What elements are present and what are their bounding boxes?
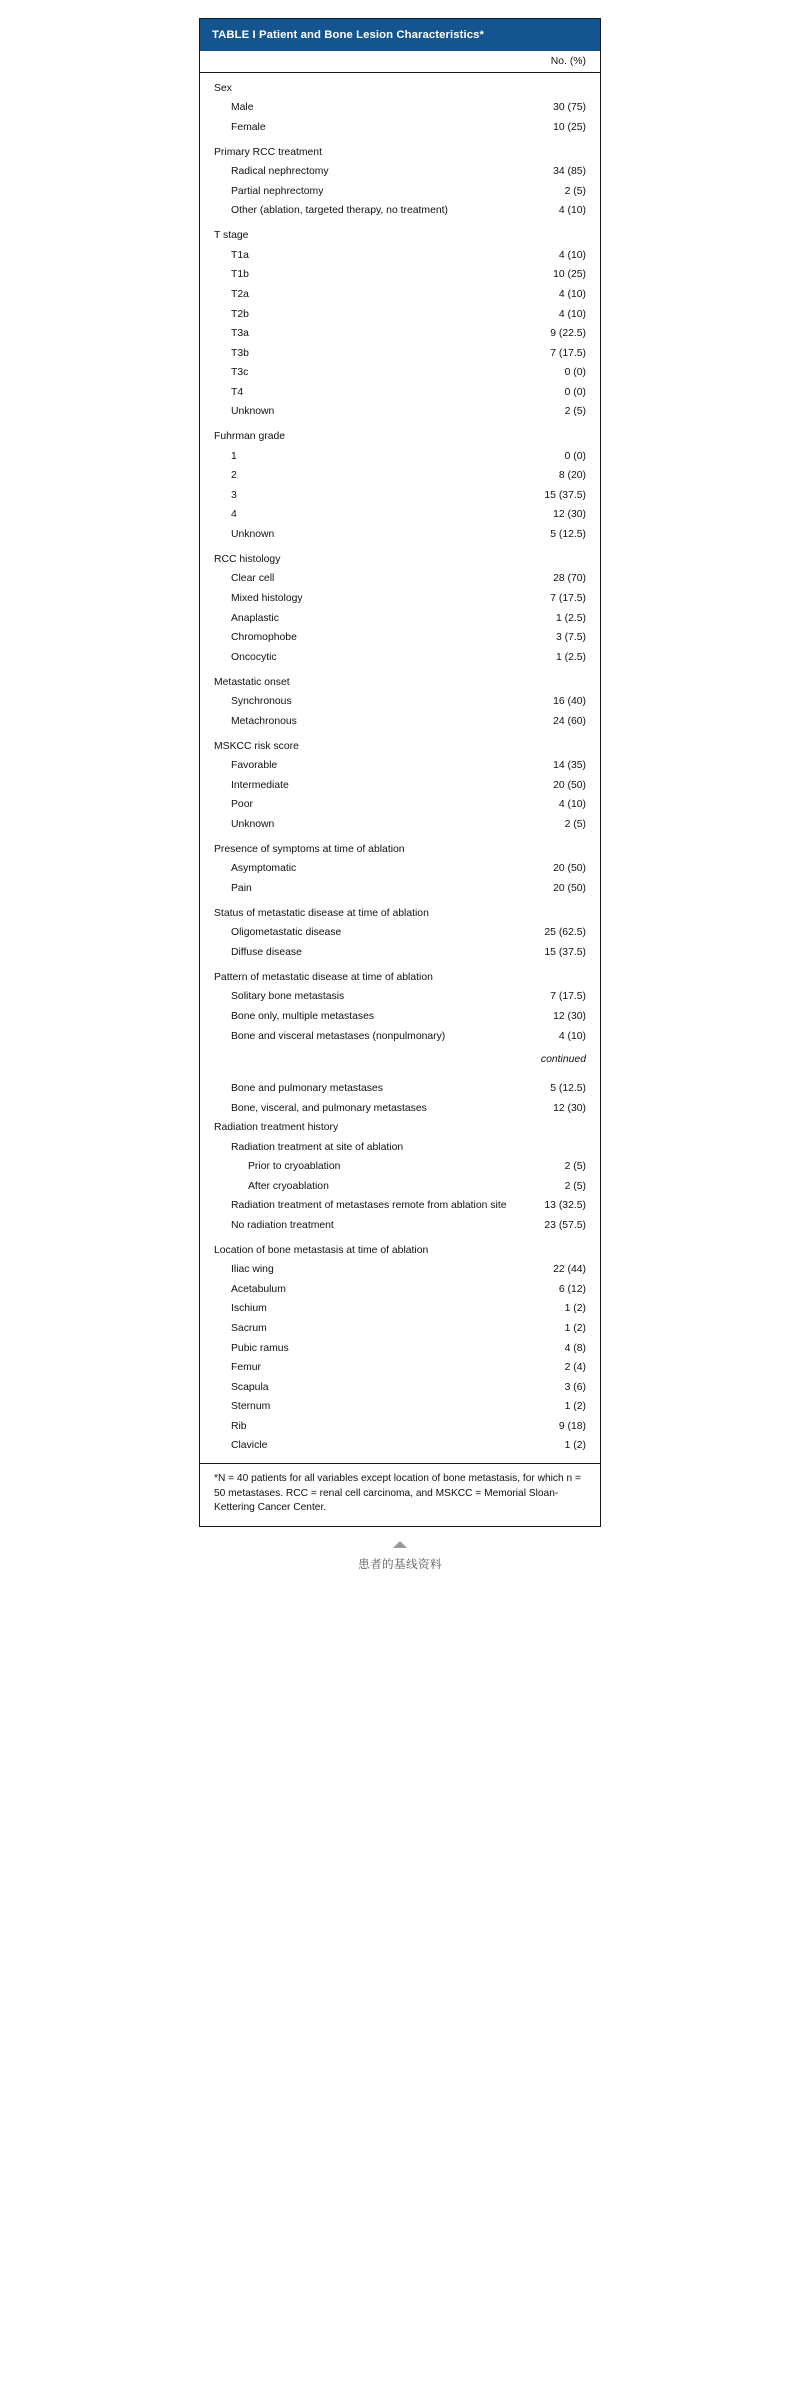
row-label: Radiation treatment history (214, 1122, 339, 1134)
row-value: 12 (30) (553, 509, 586, 521)
row-label: Ischium (231, 1303, 267, 1315)
row-label: T1a (231, 249, 249, 261)
row-label: Oligometastatic disease (231, 927, 342, 939)
row-label: Fuhrman grade (214, 431, 286, 443)
row-label: Intermediate (231, 779, 289, 791)
row-value: 2 (5) (564, 185, 586, 197)
table-row (200, 1261, 600, 1281)
row-label: T stage (214, 230, 249, 242)
row-label: T2a (231, 288, 249, 300)
table-row (200, 1378, 600, 1398)
table-row (200, 570, 600, 590)
row-value: 4 (10) (558, 205, 586, 217)
table-row (200, 609, 600, 629)
row-label: Scapula (231, 1381, 269, 1393)
row-value: 14 (35) (553, 760, 586, 772)
row-value: 1 (2.5) (555, 612, 586, 624)
table-row (200, 364, 600, 384)
row-value: 4 (10) (558, 288, 586, 300)
row-value: 9 (18) (558, 1420, 586, 1432)
row-label: Male (231, 102, 254, 114)
table-row (200, 1138, 600, 1158)
table-row (200, 648, 600, 668)
row-label: Unknown (231, 818, 275, 830)
row-value: 3 (6) (564, 1381, 586, 1393)
row-label: Solitary bone metastasis (231, 991, 345, 1003)
row-value: 20 (50) (553, 779, 586, 791)
row-value: 10 (25) (553, 269, 586, 281)
table-row (200, 1339, 600, 1359)
row-label: Femur (231, 1362, 262, 1374)
table-row (200, 1300, 600, 1320)
table-row (200, 324, 600, 344)
table-body-bottom (200, 1073, 600, 1463)
row-value: 2 (5) (564, 1180, 586, 1192)
row-label: Sex (214, 82, 232, 94)
row-value: 16 (40) (553, 696, 586, 708)
table-row (200, 815, 600, 835)
table-row (200, 1027, 600, 1047)
table-row (200, 221, 600, 246)
row-label: T1b (231, 269, 249, 281)
row-value: 15 (37.5) (544, 489, 586, 501)
row-value: 1 (2) (564, 1303, 586, 1315)
row-label: Partial nephrectomy (231, 185, 324, 197)
row-label: Clear cell (231, 573, 275, 585)
table-row (200, 118, 600, 138)
row-label: Metachronous (231, 715, 297, 727)
row-value: 0 (0) (564, 386, 586, 398)
row-value: 28 (70) (553, 573, 586, 585)
table-row (200, 202, 600, 222)
row-value: 2 (5) (564, 406, 586, 418)
row-label: T3a (231, 328, 249, 340)
table-row (200, 757, 600, 777)
row-value: 0 (0) (564, 367, 586, 379)
table-row (200, 963, 600, 988)
table-row (200, 344, 600, 364)
row-label: Radical nephrectomy (231, 166, 329, 178)
row-label: T3c (231, 367, 249, 379)
row-value: 7 (17.5) (550, 991, 586, 1003)
row-value: 2 (5) (564, 818, 586, 830)
row-label: Unknown (231, 406, 275, 418)
row-value: 1 (2) (564, 1440, 586, 1452)
row-value: 4 (8) (564, 1342, 586, 1354)
row-label: Pubic ramus (231, 1342, 289, 1354)
row-value: 20 (50) (553, 863, 586, 875)
table-row (200, 1177, 600, 1197)
row-label: Bone and pulmonary metastases (231, 1083, 383, 1095)
row-label: No radiation treatment (231, 1219, 334, 1231)
table-row (200, 182, 600, 202)
table-row (200, 246, 600, 266)
row-label: Radiation treatment at site of ablation (231, 1141, 404, 1153)
row-value: 22 (44) (553, 1264, 586, 1276)
table-row (200, 988, 600, 1008)
caret-up-icon (393, 1541, 407, 1548)
row-value: 8 (20) (558, 470, 586, 482)
table-row (200, 383, 600, 403)
row-label: Acetabulum (231, 1283, 286, 1295)
characteristics-table (199, 18, 601, 1527)
table-row (200, 1158, 600, 1178)
row-value: 7 (17.5) (550, 593, 586, 604)
table-row (200, 732, 600, 757)
row-label: Female (231, 121, 266, 133)
table-row (200, 629, 600, 649)
table-row (200, 1079, 600, 1099)
row-label: T2b (231, 308, 249, 320)
table-row (200, 163, 600, 183)
row-value: 2 (5) (564, 1161, 586, 1173)
row-value: 1 (2.5) (555, 651, 586, 663)
row-label: Sacrum (231, 1323, 267, 1335)
row-label: Oncocytic (231, 651, 277, 663)
table-row (200, 943, 600, 963)
row-label: 4 (231, 509, 237, 521)
row-label: Primary RCC treatment (214, 146, 322, 158)
table-row (200, 776, 600, 796)
row-value: 13 (32.5) (544, 1200, 586, 1212)
table-row (200, 79, 600, 99)
row-label: After cryoablation (248, 1180, 329, 1192)
row-label: Pattern of metastatic disease at time of ablation (214, 971, 433, 983)
row-value: 9 (22.5) (550, 328, 586, 340)
table-row (200, 1417, 600, 1437)
table-row (200, 899, 600, 924)
row-label: MSKCC risk score (214, 740, 299, 752)
row-label: Sternum (231, 1401, 271, 1413)
row-label: Bone and visceral metastases (nonpulmonary) (231, 1030, 446, 1042)
table-title: TABLE I Patient and Bone Lesion Characteristics* (200, 19, 600, 51)
table-row (200, 1197, 600, 1217)
row-value: 1 (2) (564, 1323, 586, 1335)
row-value: 23 (57.5) (544, 1219, 586, 1231)
table-row (200, 668, 600, 693)
table-row (200, 486, 600, 506)
table-row (200, 796, 600, 816)
table-row (200, 924, 600, 944)
table-row (200, 860, 600, 880)
table-row (200, 1119, 600, 1139)
row-value: 12 (30) (553, 1010, 586, 1022)
row-value: 25 (62.5) (544, 927, 586, 939)
row-label: Unknown (231, 528, 275, 540)
row-label: RCC histology (214, 553, 281, 565)
row-label: Clavicle (231, 1440, 268, 1452)
table-row (200, 1280, 600, 1300)
row-label: Radiation treatment of metastases remote from ablation site (231, 1200, 507, 1212)
table-row (200, 266, 600, 286)
row-value: 34 (85) (553, 166, 586, 178)
table-row (200, 422, 600, 447)
row-label: Presence of symptoms at time of ablation (214, 843, 405, 855)
row-label: Location of bone metastasis at time of ablation (214, 1244, 429, 1256)
row-label: Other (ablation, targeted therapy, no treatment) (231, 205, 448, 217)
row-label: Rib (231, 1420, 247, 1432)
row-label: Metastatic onset (214, 676, 290, 688)
row-value: 3 (7.5) (555, 632, 586, 644)
table-row (200, 835, 600, 860)
table-body-top (200, 73, 600, 1053)
row-label: Status of metastatic disease at time of ablation (214, 907, 429, 919)
row-value: 5 (12.5) (550, 528, 586, 540)
row-label: Anaplastic (231, 612, 279, 624)
row-value: 4 (10) (558, 1030, 586, 1042)
row-label: Pain (231, 882, 252, 894)
table-row (200, 589, 600, 609)
row-label: Prior to cryoablation (248, 1161, 341, 1173)
table-row (200, 1319, 600, 1339)
row-value: 4 (10) (558, 308, 586, 320)
table-row (200, 525, 600, 545)
table-row (200, 1236, 600, 1261)
table-row (200, 506, 600, 526)
row-label: T3b (231, 347, 249, 359)
row-value: 5 (12.5) (550, 1083, 586, 1095)
table-row (200, 99, 600, 119)
row-label: Poor (231, 799, 253, 811)
table-row (200, 285, 600, 305)
table-row (200, 403, 600, 423)
caption-text: 患者的基线资料 (358, 1557, 442, 1571)
row-label: Diffuse disease (231, 946, 302, 958)
table-column-header: No. (%) (200, 51, 600, 73)
table-row (200, 545, 600, 570)
row-value: 4 (10) (558, 249, 586, 261)
row-value: 4 (10) (558, 799, 586, 811)
row-value: 7 (17.5) (550, 347, 586, 359)
table-row (200, 1359, 600, 1379)
table-row (200, 447, 600, 467)
row-label: 2 (231, 470, 237, 482)
row-value: 24 (60) (553, 715, 586, 727)
figure-caption-area (199, 1541, 601, 1572)
table-row (200, 693, 600, 713)
table-row (200, 1099, 600, 1119)
row-label: Iliac wing (231, 1264, 274, 1276)
row-label: Synchronous (231, 696, 292, 708)
row-value: 10 (25) (553, 121, 586, 133)
continued-label: continued (540, 1054, 586, 1066)
row-label: Bone, visceral, and pulmonary metastases (231, 1102, 427, 1114)
table-row (200, 1437, 600, 1457)
row-label: Mixed histology (231, 593, 303, 604)
row-value: 2 (4) (564, 1362, 586, 1374)
table-row (200, 467, 600, 487)
row-value: 20 (50) (553, 882, 586, 894)
table-row (200, 1007, 600, 1027)
table-row (200, 305, 600, 325)
table-row (200, 712, 600, 732)
row-label: Chromophobe (231, 632, 297, 644)
row-label: Asymptomatic (231, 863, 297, 875)
row-label: 3 (231, 489, 237, 501)
row-value: 12 (30) (553, 1102, 586, 1114)
table-row (200, 138, 600, 163)
row-value: 0 (0) (564, 450, 586, 462)
row-label: Bone only, multiple metastases (231, 1010, 375, 1022)
row-label: Favorable (231, 760, 278, 772)
row-value: 15 (37.5) (544, 946, 586, 958)
table-footnote: *N = 40 patients for all variables except location of bone metastasis, for which n = 50 metastases. RCC = renal cell carcinoma, and MSKCC = Memorial Sloan-Kettering Cancer Center. (200, 1463, 600, 1525)
table-row (200, 1398, 600, 1418)
row-value: 30 (75) (553, 102, 586, 114)
row-value: 6 (12) (558, 1283, 586, 1295)
table-row (200, 1216, 600, 1236)
table-row (200, 879, 600, 899)
row-value: 1 (2) (564, 1401, 586, 1413)
row-label: T4 (231, 386, 244, 398)
row-label: 1 (231, 450, 237, 462)
